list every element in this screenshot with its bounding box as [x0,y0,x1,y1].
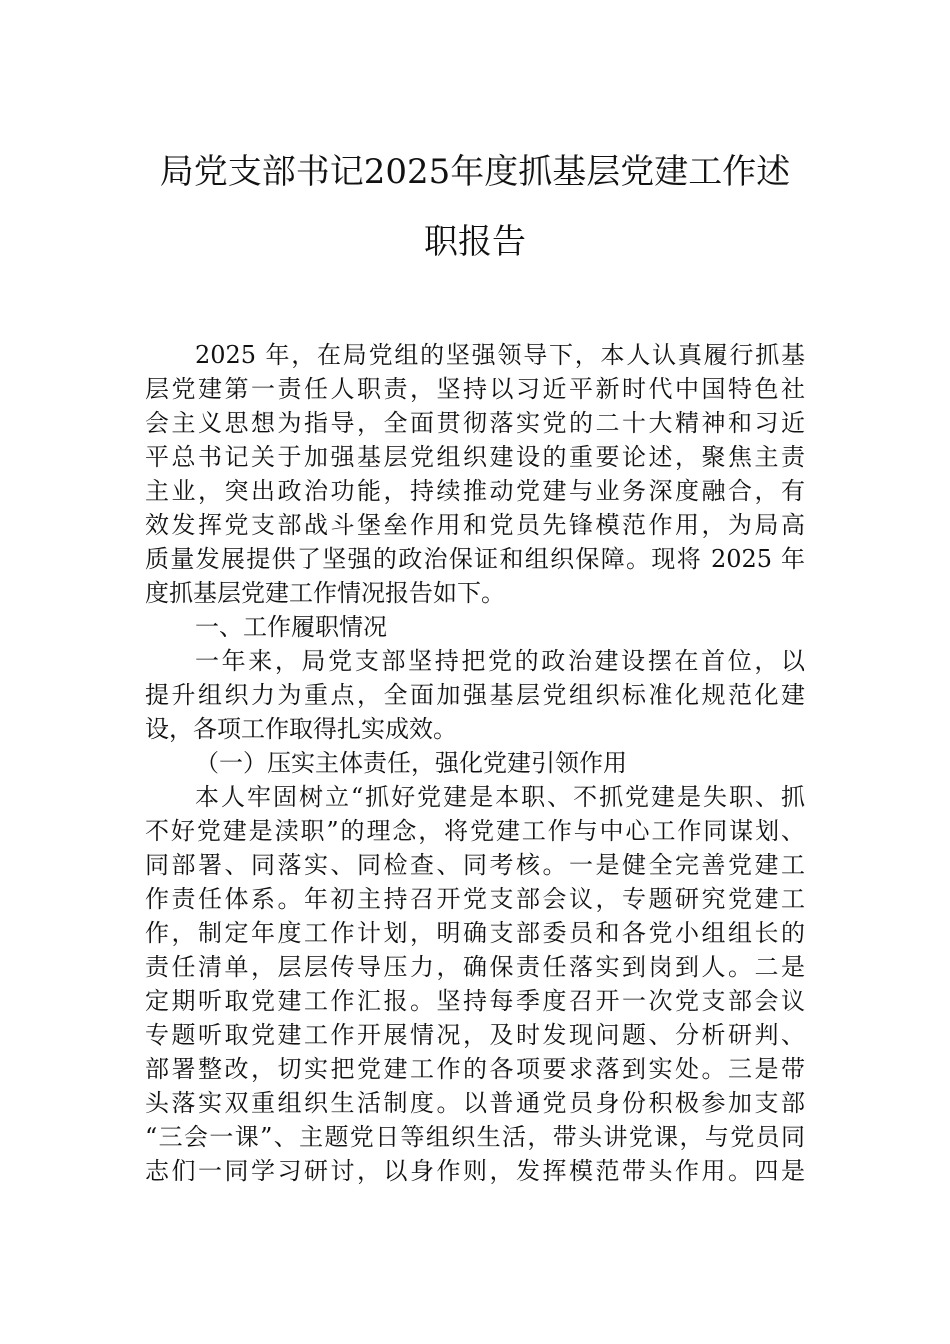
paragraph-line: 本人牢固树立“抓好党建是本职、不抓党建是失职、抓 [195,783,805,811]
paragraph-line: 平总书记关于加强基层党组织建设的重要论述，聚焦主责 [145,443,805,471]
paragraph-line: 作，制定年度工作计划，明确支部委员和各党小组组长的 [145,919,805,947]
paragraph-line: “三会一课”、主题党日等组织生活，带头讲党课，与党员同 [145,1123,805,1151]
paragraph-line: 同部署、同落实、同检查、同考核。一是健全完善党建工 [145,851,805,879]
paragraph-line: 专题听取党建工作开展情况，及时发现问题、分析研判、 [145,1021,805,1049]
paragraph-line: 不好党建是渎职”的理念，将党建工作与中心工作同谋划、 [145,817,805,845]
paragraph-line: 度抓基层党建工作情况报告如下。 [145,579,505,607]
paragraph-line: 提升组织力为重点，全面加强基层党组织标准化规范化建 [145,681,805,709]
paragraph-line: 头落实双重组织生活制度。以普通党员身份积极参加支部 [145,1089,805,1117]
paragraph-line: 会主义思想为指导，全面贯彻落实党的二十大精神和习近 [145,409,805,437]
paragraph-line: 作责任体系。年初主持召开党支部会议，专题研究党建工 [145,885,805,913]
document-body [145,338,805,1188]
section-heading: 一、工作履职情况 [195,613,387,641]
subsection-heading: （一）压实主体责任，强化党建引领作用 [195,749,627,777]
paragraph-line: 层党建第一责任人职责，坚持以习近平新时代中国特色社 [145,375,805,403]
paragraph-line: 2025 年，在局党组的坚强领导下，本人认真履行抓基 [195,341,805,369]
paragraph-line: 主业，突出政治功能，持续推动党建与业务深度融合，有 [145,477,805,505]
document-title-line-1: 局党支部书记2025年度抓基层党建工作述 [159,152,791,192]
paragraph-line: 部署整改，切实把党建工作的各项要求落到实处。三是带 [145,1055,805,1083]
paragraph-line: 志们一同学习研讨，以身作则，发挥模范带头作用。四是 [145,1157,805,1185]
document-title-line-2: 职报告 [424,222,526,262]
paragraph-line: 设，各项工作取得扎实成效。 [145,715,457,743]
paragraph-line: 质量发展提供了坚强的政治保证和组织保障。现将 2025 年 [145,545,805,573]
paragraph-line: 效发挥党支部战斗堡垒作用和党员先锋模范作用，为局高 [145,511,805,539]
paragraph-line: 一年来，局党支部坚持把党的政治建设摆在首位，以 [195,647,805,675]
paragraph-line: 定期听取党建工作汇报。坚持每季度召开一次党支部会议 [145,987,805,1015]
paragraph-line: 责任清单，层层传导压力，确保责任落实到岗到人。二是 [145,953,805,981]
